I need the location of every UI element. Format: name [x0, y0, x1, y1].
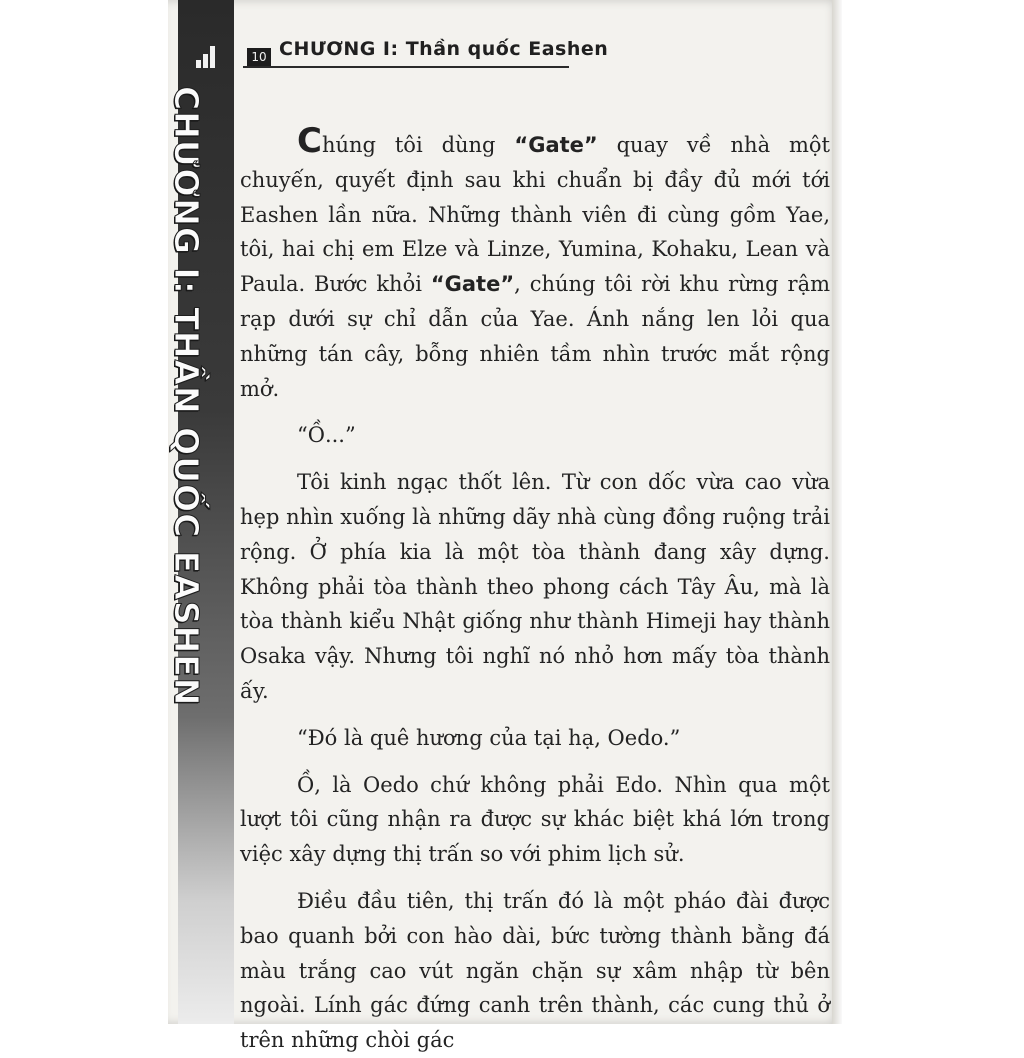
paragraph-1-bold-gate-2: “Gate” — [430, 272, 515, 297]
paragraph-3: Tôi kinh ngạc thốt lên. Từ con dốc vừa cao vừa hẹp nhìn xuống là những dãy nhà cùng đồng ruộng trải rộng. Ở phía kia là một tòa thành đang xây dựng. Không phải tòa thành theo phong cách Tây Âu, mà là tòa thành kiểu Nhật giống như thành Himeji hay thành Osaka vậy. Nhưng tôi nghĩ nó nhỏ hơn mấy tòa thành ấy. — [240, 470, 830, 703]
signal-bars-icon — [196, 46, 220, 68]
drop-cap: C — [297, 121, 322, 161]
paragraph-1-text-a: húng tôi dùng — [321, 133, 515, 157]
body-text — [240, 121, 831, 1058]
paragraph-1-bold-gate: “Gate” — [514, 133, 598, 157]
paragraph-6: Điều đầu tiên, thị trấn đó là một pháo đài được bao quanh bởi con hào dài, bức tường thành bằng đá màu trắng cao vút ngăn chặn sự xâm nhập từ bên ngoài. Lính gác đứng canh trên thành, các cung thủ ở trên những chòi gác — [240, 888, 830, 1053]
paragraph-5: Ồ, là Oedo chứ không phải Edo. Nhìn qua một lượt tôi cũng nhận ra được sự khác biệt khá lớn trong việc xây dựng thị trấn so với phim lịch sử. — [240, 772, 830, 867]
page-number: 10 — [247, 48, 271, 66]
running-header — [243, 36, 609, 66]
paragraph-1-text-c: , chúng tôi rời khu rừng rậm rạp dưới sự chỉ dẫn của Yae. Ánh nắng len lỏi qua những tán cây, bỗng nhiên tầm nhìn trước mắt rộng mở. — [240, 272, 831, 401]
paragraph-1-text-b: quay về nhà một chuyến, quyết định sau khi chuẩn bị đầy đủ mới tới Eashen lần nữa. Những thành viên đi cùng gồm Yae, tôi, hai chị em Elze và Linze, Yumina, Kohaku, Lean và Paula. Bước khỏi — [240, 133, 830, 297]
paragraph-2: “Ồ...” — [297, 423, 356, 448]
paragraph-1 — [240, 121, 831, 406]
page-edge — [832, 0, 842, 1024]
header-chapter-title: CHƯƠNG I: Thần quốc Eashen — [279, 38, 609, 60]
paragraph-4: “Đó là quê hương của tại hạ, Oedo.” — [297, 725, 681, 750]
side-chapter-title: CHƯƠNG I: THẦN QUỐC EASHEN — [167, 86, 206, 707]
header-underline — [243, 66, 569, 68]
